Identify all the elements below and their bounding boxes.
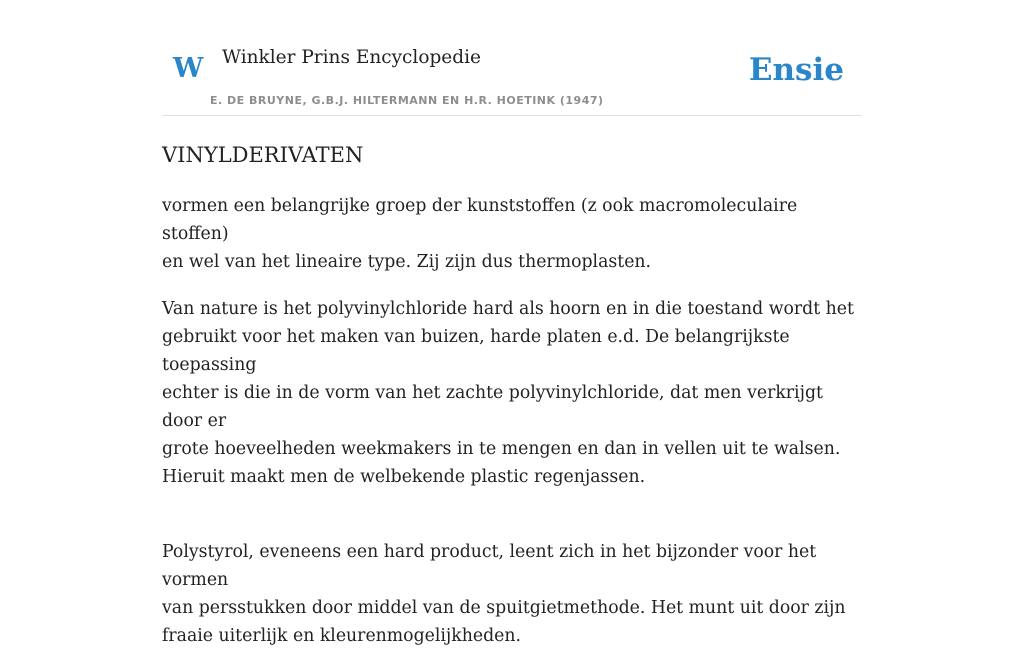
brand-logo[interactable]: Ensie bbox=[748, 52, 844, 88]
encyclopedia-logo[interactable]: W bbox=[173, 53, 204, 84]
article bbox=[162, 140, 862, 650]
article-paragraph: Polystyrol, eveneens een hard product, leent zich in het bijzonder voor het vormen van persstukken door middel van de spuitgietmethode. Het munt uit door zijn fraaie uiterlijk en kleurenmogelijkheden. bbox=[162, 542, 846, 646]
article-paragraph: Van nature is het polyvinylchloride hard als hoorn en in die toestand wordt het gebruikt voor het maken van buizen, harde platen e.d. De belangrijkste toepassing echter is die in de vorm van het zachte polyvinylchloride, dat men verkrijgt door er grote hoeveelheden weekmakers in te mengen en dan in vellen uit te walsen. Hieruit maakt men de welbekende plastic regenjassen. bbox=[162, 299, 854, 487]
header bbox=[162, 0, 862, 116]
encyclopedia-title[interactable]: Winkler Prins Encyclopedie bbox=[222, 47, 481, 68]
authors-line: E. DE BRUYNE, G.B.J. HILTERMANN EN H.R. HOETINK (1947) bbox=[210, 94, 604, 107]
article-title: VINYLDERIVATEN bbox=[162, 143, 364, 167]
article-paragraph: vormen een belangrijke groep der kunststoffen (z ook macromoleculaire stoffen) en wel van het lineaire type. Zij zijn dus thermoplasten. bbox=[162, 196, 798, 272]
